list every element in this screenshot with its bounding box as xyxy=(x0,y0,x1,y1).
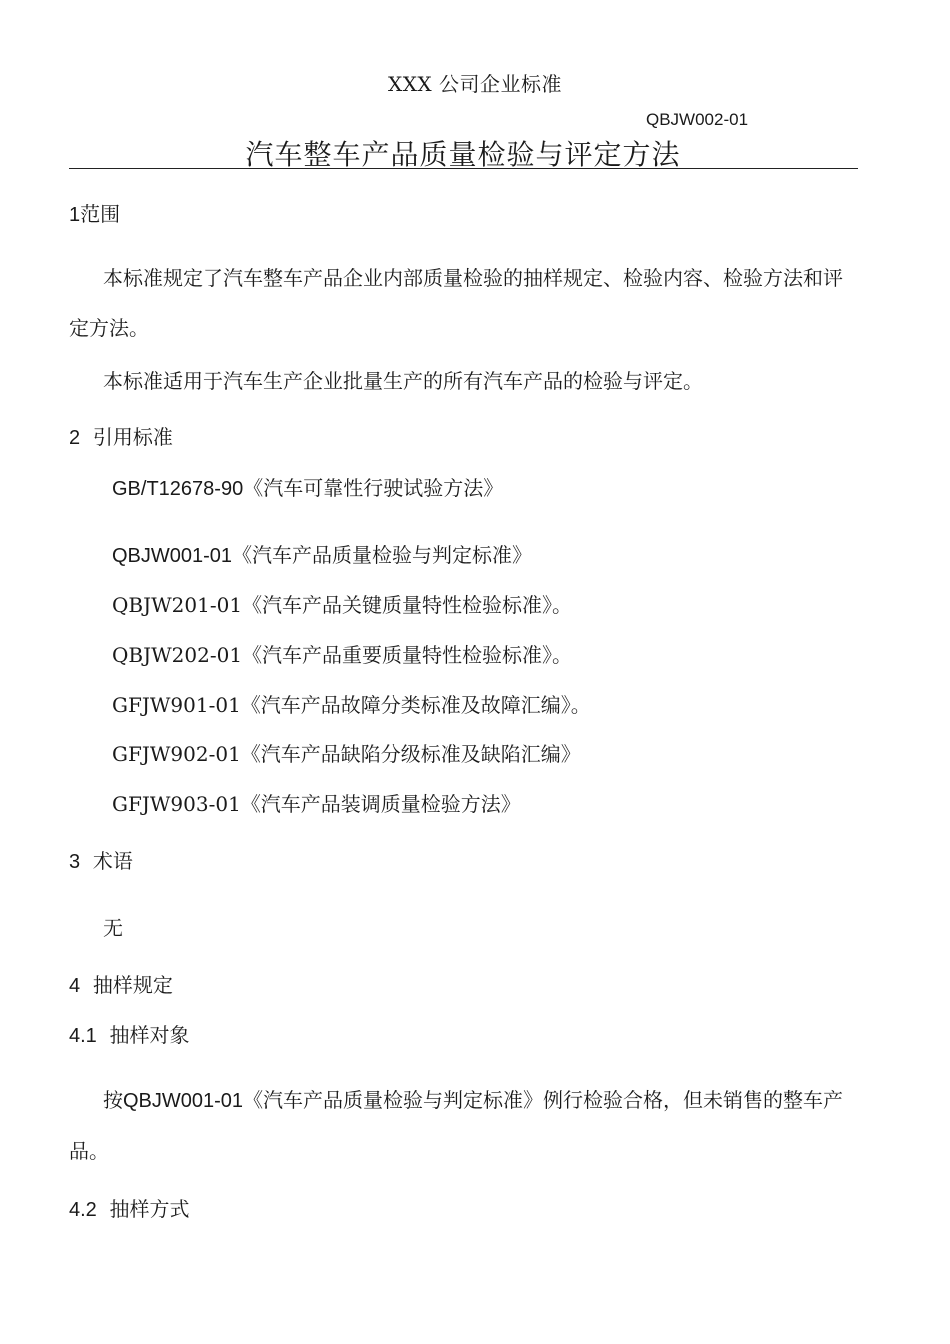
reference-code: QBJW202-01 xyxy=(112,643,243,667)
reference-name: 《汽车可靠性行驶试验方法》 xyxy=(243,476,504,500)
section-1-heading xyxy=(69,198,120,227)
reference-name: 《汽车产品质量检验与判定标准》 xyxy=(232,543,533,567)
section-2-heading xyxy=(69,421,173,450)
section-number: 4 xyxy=(69,975,81,997)
section-number: 3 xyxy=(69,851,81,873)
section-3-heading xyxy=(69,845,133,874)
company-standard-label: XXX 公司企业标准 xyxy=(387,72,563,96)
section-number: 4.1 xyxy=(69,1025,97,1047)
section-title: 抽样规定 xyxy=(92,973,173,997)
section-4-1-heading xyxy=(69,1019,190,1048)
reference-item xyxy=(112,639,572,668)
paragraph-text: 《汽车产品质量检验与判定标准》例行检验合格，但未销售的整车产品。 xyxy=(69,1088,844,1163)
reference-item xyxy=(112,472,503,501)
reference-code: QBJW001-01 xyxy=(112,545,233,567)
reference-item xyxy=(112,689,591,718)
reference-name: 《汽车产品关键质量特性检验标准》。 xyxy=(242,593,573,617)
reference-name: 《汽车产品装调质量检验方法》 xyxy=(240,792,521,816)
reference-code: GFJW902-01 xyxy=(112,742,241,766)
reference-name: 《汽车产品故障分类标准及故障汇编》。 xyxy=(240,693,591,717)
reference-item xyxy=(112,539,532,568)
reference-code: GB/T12678-90 xyxy=(112,478,244,500)
title-divider xyxy=(69,168,858,169)
section-3-body: 无 xyxy=(103,916,123,940)
section-4-heading xyxy=(69,969,173,998)
section-number: 1 xyxy=(69,204,81,226)
section-title: 抽样方式 xyxy=(109,1197,190,1221)
reference-code: QBJW201-01 xyxy=(112,593,243,617)
document-code: QBJW002-01 xyxy=(646,110,749,129)
reference-code: GFJW903-01 xyxy=(112,792,241,816)
section-4-2-heading xyxy=(69,1193,190,1222)
section-4-1-paragraph xyxy=(69,1075,858,1176)
reference-item xyxy=(112,788,521,817)
section-title: 抽样对象 xyxy=(109,1023,190,1047)
paragraph-prefix: 按 xyxy=(103,1088,123,1112)
document-title: 汽车整车产品质量检验与评定方法 xyxy=(245,138,681,171)
reference-code: GFJW901-01 xyxy=(112,693,241,717)
section-number: 2 xyxy=(69,427,81,449)
section-title: 术语 xyxy=(92,849,133,873)
section-title: 引用标准 xyxy=(92,425,173,449)
reference-name: 《汽车产品重要质量特性检验标准》。 xyxy=(242,643,573,667)
section-1-paragraph-2: 本标准适用于汽车生产企业批量生产的所有汽车产品的检验与评定。 xyxy=(103,369,703,393)
paragraph-code: QBJW001-01 xyxy=(123,1090,244,1112)
reference-name: 《汽车产品缺陷分级标准及缺陷汇编》 xyxy=(240,742,581,766)
section-title: 范围 xyxy=(80,202,121,226)
section-number: 4.2 xyxy=(69,1199,97,1221)
reference-item xyxy=(112,589,572,618)
section-1-paragraph-1: 本标准规定了汽车整车产品企业内部质量检验的抽样规定、检验内容、检验方法和评定方法。 xyxy=(69,266,843,340)
reference-item xyxy=(112,738,581,767)
